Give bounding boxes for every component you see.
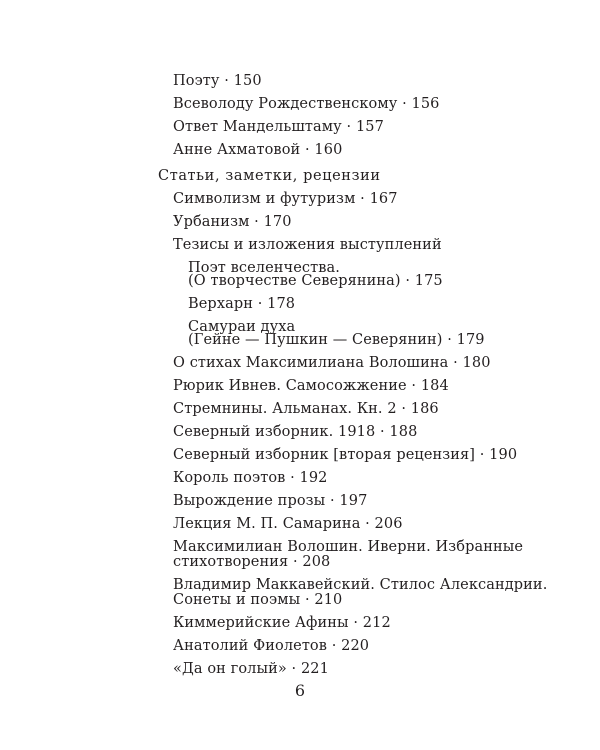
toc-entry: Владимир Маккавейский. Стилос Александрии.: [173, 577, 548, 593]
toc-entry: Символизм и футуризм · 167: [173, 191, 398, 207]
toc-entry: Северный изборник. 1918 · 188: [173, 424, 418, 440]
toc-entry: Всеволоду Рождественскому · 156: [173, 96, 440, 112]
toc-entry: Рюрик Ивнев. Самосожжение · 184: [173, 378, 449, 394]
toc-entry: Анатолий Фиолетов · 220: [173, 638, 370, 654]
page-number: 6: [294, 681, 306, 700]
toc-entry: Тезисы и изложения выступлений: [173, 237, 442, 253]
toc-entry: Анне Ахматовой · 160: [173, 142, 343, 158]
toc-entry: Вырождение прозы · 197: [173, 493, 368, 509]
toc-entry: Король поэтов · 192: [173, 470, 328, 486]
toc-subentry: Верхарн · 178: [188, 296, 296, 312]
toc-entry: Ответ Мандельштаму · 157: [173, 119, 384, 135]
toc-entry: «Да он голый» · 221: [173, 661, 329, 677]
toc-entry: Урбанизм · 170: [173, 214, 292, 230]
toc-entry: Стремнины. Альманах. Кн. 2 · 186: [173, 401, 439, 417]
toc-subentry: Поэт вселенчества.: [188, 260, 340, 276]
section-title: Статьи, заметки, рецензии: [158, 168, 381, 184]
toc-entry-continuation: стихотворения · 208: [173, 554, 331, 570]
toc-entry: Северный изборник [вторая рецензия] · 190: [173, 447, 518, 463]
toc-subentry: (Гейне — Пушкин — Северянин) · 179: [188, 332, 485, 348]
toc-entry: Киммерийские Афины · 212: [173, 615, 391, 631]
toc-subentry: (О творчестве Северянина) · 175: [188, 273, 443, 289]
toc-entry: О стихах Максимилиана Волошина · 180: [173, 355, 491, 371]
toc-entry: Максимилиан Волошин. Иверни. Избранные: [173, 539, 524, 555]
toc-entry-continuation: Сонеты и поэмы · 210: [173, 592, 343, 608]
toc-subentry: Самураи духа: [188, 319, 296, 335]
toc-entry: Поэту · 150: [173, 73, 262, 89]
toc-entry: Лекция М. П. Самарина · 206: [173, 516, 403, 532]
